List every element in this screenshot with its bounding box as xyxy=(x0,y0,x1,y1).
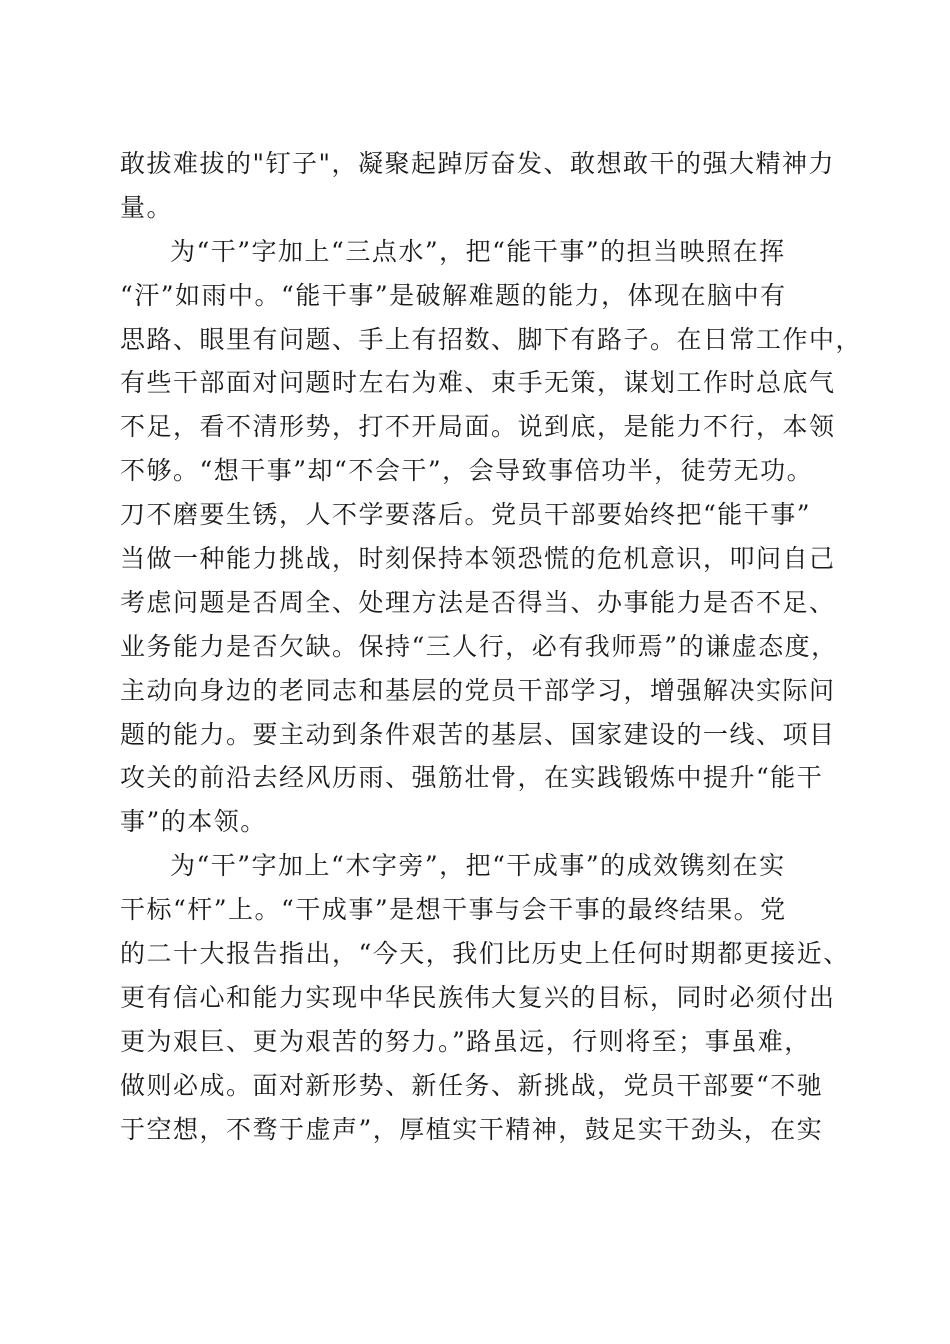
text-line: 敢拔难拔的"钉子"，凝聚起踔厉奋发、敢想敢干的强大精神力 xyxy=(120,149,836,178)
text-line: 当做一种能力挑战，时刻保持本领恐慌的危机意识，叩问自己 xyxy=(120,544,836,574)
text-line: 不够。“想干事”却“不会干”，会导致事倍功半，徒劳无功。 xyxy=(120,456,814,486)
text-line: 更为艰巨、更为艰苦的努力。”路虽远，行则将至；事虽难， xyxy=(120,1026,811,1056)
text-line: 刀不磨要生锈，人不学要落后。党员干部要始终把“能干事” xyxy=(120,500,812,530)
text-line: 量。 xyxy=(120,192,174,222)
text-line: 主动向身边的老同志和基层的党员干部学习，增强解决实际问 xyxy=(120,675,836,705)
paragraph-start-line: 为“干”字加上“木字旁”，把“干成事”的成效镌刻在实 xyxy=(170,851,786,881)
text-line: “汗”如雨中。“能干事”是破解难题的能力，体现在脑中有 xyxy=(120,280,787,310)
text-line: 于空想，不骛于虚声”，厚植实干精神，鼓足实干劲头，在实 xyxy=(120,1114,824,1144)
text-line: 的二十大报告指出，“今天，我们比历史上任何时期都更接近、 xyxy=(120,939,850,969)
text-line: 攻关的前沿去经风历雨、强筋壮骨，在实践锻炼中提升“能干 xyxy=(120,763,824,793)
text-line: 干标“杆”上。“干成事”是想干事与会干事的最终结果。党 xyxy=(120,895,787,925)
text-line: 有些干部面对问题时左右为难、束手无策，谋划工作时总底气 xyxy=(120,368,836,398)
text-line: 思路、眼里有问题、手上有招数、脚下有路子。在日常工作中， xyxy=(120,324,863,354)
text-line: 事”的本领。 xyxy=(120,807,267,837)
text-line: 考虑问题是否周全、处理方法是否得当、办事能力是否不足、 xyxy=(120,587,836,617)
paragraph-start-line: 为“干”字加上“三点水”，把“能干事”的担当映照在挥 xyxy=(170,236,786,266)
text-line: 题的能力。要主动到条件艰苦的基层、国家建设的一线、项目 xyxy=(120,719,836,749)
text-line: 不足，看不清形势，打不开局面。说到底，是能力不行，本领 xyxy=(120,412,836,442)
text-line: 业务能力是否欠缺。保持“三人行，必有我师焉”的谦虚态度， xyxy=(120,631,838,661)
text-line: 更有信心和能力实现中华民族伟大复兴的目标，同时必须付出 xyxy=(120,982,836,1012)
text-line: 做则必成。面对新形势、新任务、新挑战，党员干部要“不驰 xyxy=(120,1070,824,1100)
body-text xyxy=(120,142,863,1151)
